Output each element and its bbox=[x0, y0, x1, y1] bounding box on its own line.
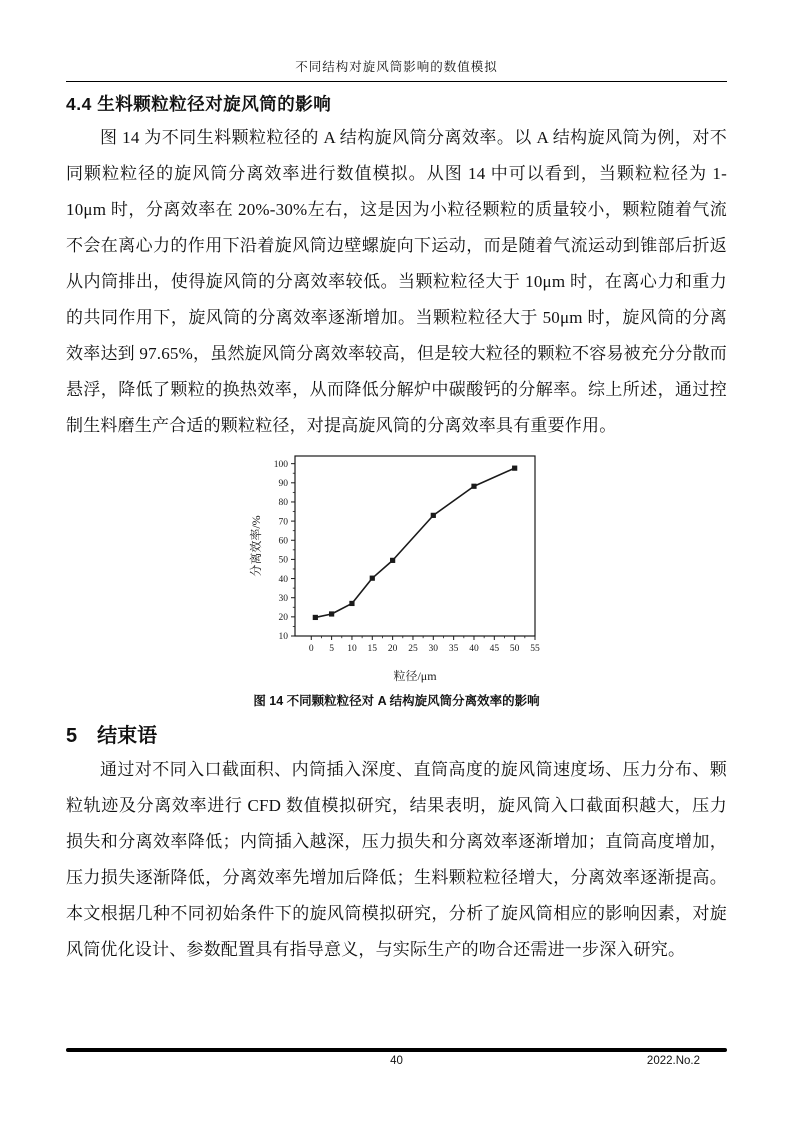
data-point-marker bbox=[312, 615, 317, 620]
section-5-paragraph: 通过对不同入口截面积、内筒插入深度、直筒高度的旋风筒速度场、压力分布、颗粒轨迹及分离效率进行 CFD 数值模拟研究，结果表明，旋风筒入口截面积越大，压力损失和分离效率降低；内筒插入越深，压力损失和分离效率逐渐增加；直筒高度增加，压力损失逐渐降低，分离效率先增加后降低；生料颗粒粒径增大，分离效率逐渐提高。本文根据几种不同初始条件下的旋风筒模拟研究，分析了旋风筒相应的影响因素，对旋风筒优化设计、参数配置具有指导意义，与实际生产的吻合还需进一步深入研究。 bbox=[66, 760, 727, 959]
data-point-marker bbox=[512, 466, 517, 471]
x-axis-tick-label: 20 bbox=[387, 644, 397, 654]
section-4-4-paragraph: 图 14 为不同生料颗粒粒径的 A 结构旋风筒分离效率。以 A 结构旋风筒为例，对不同颗粒粒径的旋风筒分离效率进行数值模拟。从图 14 中可以看到，当颗粒粒径为 1-10μm 时，分离效率在 20%-30%左右，这是因为小粒径颗粒的质量较小，颗粒随着气流不会在离心力的作用下沿着旋风筒边壁螺旋向下运动，而是随着气流运动到锥部后折返从内筒排出，使得旋风筒的分离效率较低。当颗粒粒径大于 10μm 时，在离心力和重力的共同作用下，旋风筒的分离效率逐渐增加。当颗粒粒径大于 50μm 时，旋风筒的分离效率达到 97.65%，虽然旋风筒分离效率较高，但是较大粒径的颗粒不容易被充分分散而悬浮，降低了颗粒的换热效率，从而降低分解炉中碳酸钙的分解率。综上所述，通过控制生料磨生产合适的颗粒粒径，对提高旋风筒的分离效率具有重要作用。 bbox=[66, 128, 727, 435]
x-axis-label: 粒径/μm bbox=[392, 669, 437, 683]
x-axis-tick-label: 15 bbox=[367, 644, 377, 654]
section-5-heading bbox=[66, 719, 727, 748]
x-axis-tick-label: 45 bbox=[489, 644, 499, 654]
data-point-marker bbox=[390, 558, 395, 563]
data-point-marker bbox=[471, 484, 476, 489]
x-axis-tick-label: 40 bbox=[468, 644, 479, 654]
footer-row bbox=[66, 1055, 727, 1071]
y-axis-tick-label: 60 bbox=[278, 536, 288, 547]
x-axis-tick-label: 10 bbox=[346, 644, 357, 654]
separation-efficiency-chart bbox=[247, 446, 547, 686]
y-axis-tick-label: 80 bbox=[278, 498, 288, 509]
figure-14-caption: 图 14 不同颗粒粒径对 A 结构旋风筒分离效率的影响 bbox=[253, 694, 540, 708]
y-axis-label: 分离效率/% bbox=[248, 515, 263, 577]
figure-14 bbox=[66, 446, 727, 691]
y-axis-tick-label: 90 bbox=[278, 479, 288, 490]
page-footer bbox=[66, 1048, 727, 1071]
y-axis-tick-label: 40 bbox=[278, 574, 288, 585]
data-point-marker bbox=[349, 601, 354, 606]
y-axis-tick-label: 10 bbox=[278, 632, 288, 643]
x-axis-tick-label: 35 bbox=[448, 644, 458, 654]
x-axis-tick-label: 30 bbox=[428, 644, 438, 654]
y-axis-tick-label: 70 bbox=[278, 517, 288, 528]
chart-frame bbox=[295, 456, 535, 636]
section-5-title: 结束语 bbox=[97, 725, 158, 747]
data-point-marker bbox=[369, 576, 374, 581]
y-axis-tick-label: 20 bbox=[278, 613, 288, 624]
running-header bbox=[66, 57, 727, 82]
y-axis-tick-label: 50 bbox=[278, 555, 288, 566]
page-number: 40 bbox=[390, 1054, 403, 1067]
running-title: 不同结构对旋风筒影响的数值模拟 bbox=[295, 60, 498, 74]
page-content bbox=[66, 0, 727, 968]
x-axis-tick-label: 0 bbox=[308, 644, 314, 654]
x-axis-tick-label: 25 bbox=[407, 644, 418, 654]
footer-rule bbox=[66, 1048, 727, 1052]
section-5-number: 5 bbox=[66, 725, 78, 747]
y-axis-tick-label: 100 bbox=[273, 459, 288, 470]
x-axis-tick-label: 5 bbox=[328, 644, 334, 654]
issue-label: 2022.No.2 bbox=[646, 1054, 700, 1067]
y-axis-tick-label: 30 bbox=[278, 593, 288, 604]
x-axis-tick-label: 50 bbox=[509, 644, 519, 654]
data-series-line bbox=[315, 468, 514, 617]
x-axis-tick-label: 55 bbox=[529, 644, 540, 654]
data-point-marker bbox=[329, 611, 334, 616]
section-4-4-heading: 4.4 生料颗粒粒径对旋风筒的影响 bbox=[66, 94, 332, 114]
data-point-marker bbox=[430, 513, 435, 518]
